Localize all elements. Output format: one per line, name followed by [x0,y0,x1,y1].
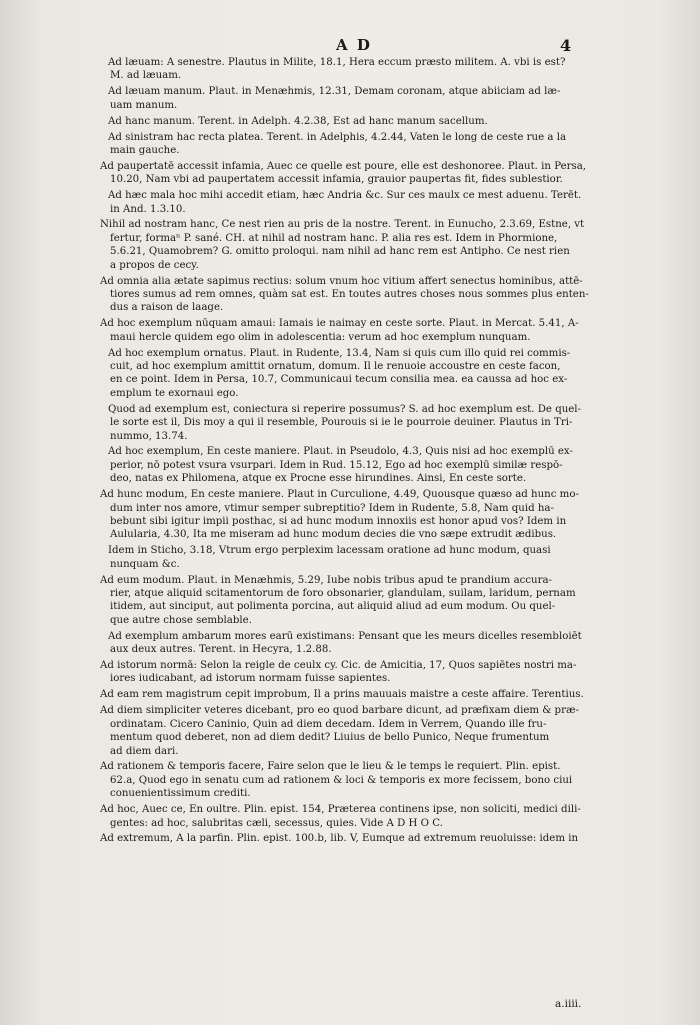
dictionary-entry [100,445,600,485]
entry-line: iores iudicabant, ad istorum normam fuisse sapientes. [110,673,391,685]
entry-line: conuenientissimum crediti. [110,788,251,800]
entry-line: ordinatam. Cicero Caninio, Quin ad diem decedam. Idem in Verrem, Quando ille fru- [110,718,547,730]
entry-line: Ad rationem & temporis facere, Faire selon que le lieu & le temps le requiert. Plin. epist. [100,761,561,773]
page-header [0,36,700,58]
dictionary-entry [100,803,600,830]
dictionary-entry [100,544,600,571]
entry-line: ad diem dari. [110,745,179,757]
entry-line: Ad læuam: A senestre. Plautus in Milite, 18.1, Hera eccum præsto militem. A. vbi is est? [108,57,566,68]
entry-line: itidem, aut sinciput, aut polimenta porcina, aut aliquid aliud ad eum modum. Ou quel- [110,601,556,613]
entry-line: Ad hoc, Auec ce, En oultre. Plin. epist. 154, Præterea continens ipse, non soliciti, medici dili- [100,804,581,816]
entry-line: Ad læuam manum. Plaut. in Menæhmis, 12.31, Demam coronam, atque abiiciam ad læ- [108,86,561,98]
entry-line: Ad paupertatē accessit infamia, Auec ce quelle est poure, elle est deshonoree. Plaut. in Persa, [100,160,587,172]
entry-line: gentes: ad hoc, salubritas cæli, secessus, quies. Vide A D H O C. [110,817,443,829]
entry-line: emplum te exornaui ego. [110,387,239,399]
entry-line: nummo, 13.74. [110,430,188,442]
entry-line: nunquam &c. [110,558,180,570]
entry-line: dus a raison de laage. [110,302,224,314]
dictionary-entry [100,704,600,758]
entry-line: Ad omnia alia ætate sapimus rectius: solum vnum hoc vitium affert senectus hominibus, attē- [100,275,583,287]
dictionary-entry [100,189,600,216]
dictionary-entry [100,160,600,187]
entry-line: le sorte est il, Dis moy a qui il resemble, Pourouis si ie le pourroie deuiner. Plautus in Tri- [110,417,573,429]
entry-line: Ad eam rem magistrum cepit improbum, Il a prins mauuais maistre a ceste affaire. Terentius. [100,689,584,701]
dictionary-text [100,56,600,848]
dictionary-entry [100,56,600,83]
dictionary-entry [100,760,600,800]
entry-line: Ad exemplum ambarum mores earū existimans: Pensant que les meurs dicelles resembloiēt [108,630,582,642]
entry-line: 62.a, Quod ego in senatu cum ad rationem & loci & temporis ex more fecissem, bono ciui [110,774,573,786]
dictionary-entry [100,218,600,272]
entry-line: Ad extremum, A la parfin. Plin. epist. 100.b, lib. V, Eumque ad extremum reuoluisse: idem in [100,833,579,845]
dictionary-entry [100,347,600,401]
dictionary-entry [100,832,600,845]
entry-line: Nihil ad nostram hanc, Ce nest rien au pris de la nostre. Terent. in Eunucho, 2.3.69, Estne, vt [100,219,585,231]
entry-line: Ad hoc exemplum nūquam amaui: Iamais ie naimay en ceste sorte. Plaut. in Mercat. 5.41, A- [100,318,579,330]
entry-line: aux deux autres. Terent. in Hecyra, 1.2.88. [110,644,332,656]
entry-line: Ad hæc mala hoc mihi accedit etiam, hæc Andria &c. Sur ces maulx ce mest aduenu. Terēt. [108,190,582,202]
dictionary-entry [100,317,600,344]
entry-line: in And. 1.3.10. [110,203,186,215]
entry-line: que autre chose semblable. [110,614,252,626]
dictionary-entry [100,275,600,315]
entry-line: uam manum. [110,99,178,111]
dictionary-entry [100,659,600,686]
dictionary-entry [100,488,600,542]
entry-line: Ad hoc exemplum ornatus. Plaut. in Rudente, 13.4, Nam si quis cum illo quid rei commis- [108,347,571,359]
dictionary-entry [100,688,600,701]
dictionary-entry [100,403,600,443]
dictionary-entry [100,131,600,158]
entry-line: a propos de cecy. [110,259,199,271]
entry-line: fertur, formaⁿ P. sané. CH. at nihil ad nostram hanc. P. alia res est. Idem in Phormione, [110,232,558,244]
entry-line: deo, natas ex Philomena, atque ex Procne esse hirundines. Ainsi, En ceste sorte. [110,473,527,485]
running-head: A D [336,36,372,54]
entry-line: Idem in Sticho, 3.18, Vtrum ergo perplexim lacessam oratione ad hunc modum, quasi [108,545,551,557]
entry-line: Ad hanc manum. Terent. in Adelph. 4.2.38, Est ad hanc manum sacellum. [108,115,488,127]
dictionary-entry [100,85,600,112]
entry-line: Ad istorum normā: Selon la reigle de ceulx cy. Cic. de Amicitia, 17, Quos sapiētes nostri ma- [100,660,577,672]
entry-line: Aulularia, 4.30, Ita me miseram ad hunc modum decies die vno sæpe extrudit ædibus. [110,529,557,541]
entry-line: 10.20, Nam vbi ad paupertatem accessit infamia, grauior paupertas fit, fides sublestior. [110,174,563,186]
page-number: 4 [560,36,572,55]
entry-line: tiores sumus ad rem omnes, quàm sat est. En toutes autres choses nous sommes plus enten- [110,289,589,300]
entry-line: bebunt sibi igitur impii posthac, si ad hunc modum innoxiis est honor apud vos? Idem in [110,516,567,527]
entry-line: Ad hoc exemplum, En ceste maniere. Plaut. in Pseudolo, 4.3, Quis nisi ad hoc exemplū ex- [108,446,573,458]
entry-line: Quod ad exemplum est, coniectura si reperire possumus? S. ad hoc exemplum est. De quel- [108,403,582,415]
entry-line: Ad eum modum. Plaut. in Menæhmis, 5.29, Iube nobis tribus apud te prandium accura- [100,574,552,586]
entry-line: rier, atque aliquid scitamentorum de foro obsonarier, glandulam, suilam, laridum, pernam [110,588,576,600]
entry-line: M. ad læuam. [110,70,182,82]
entry-line: Ad diem simpliciter veteres dicebant, pro eo quod barbare dicunt, ad præfixam diem & præ- [100,705,579,717]
entry-line: mentum quod deberet, non ad diem dedit? Liuius de bello Punico, Neque frumentum [110,732,550,744]
entry-line: maui hercle quidem ego olim in adolescentia: verum ad hoc exemplum nunquam. [110,331,531,343]
entry-line: Ad hunc modum, En ceste maniere. Plaut in Curculione, 4.49, Quousque quæso ad hunc mo- [100,489,579,501]
entry-line: Ad sinistram hac recta platea. Terent. in Adelphis, 4.2.44, Vaten le long de ceste rue a la [108,131,567,143]
dictionary-entry [100,574,600,628]
entry-line: main gauche. [110,144,180,156]
entry-line: perior, nō potest vsura vsurpari. Idem in Rud. 15.12, Ego ad hoc exemplū similæ respō- [110,459,563,471]
dictionary-entry [100,115,600,128]
dictionary-entry [100,630,600,657]
signature-mark: a.iiii. [555,998,582,1010]
entry-line: 5.6.21, Quamobrem? G. omitto proloqui. nam nihil ad hanc rem est Antipho. Ce nest rien [110,246,570,258]
entry-line: en ce point. Idem in Persa, 10.7, Communicaui tecum consilia mea. ea caussa ad hoc ex- [110,374,568,386]
entry-line: dum inter nos amore, vtimur semper subreptitio? Idem in Rudente, 5.8, Nam quid ha- [110,502,554,514]
entry-line: cuit, ad hoc exemplum amittit ornatum, domum. Il le renuoie accoustre en ceste facon, [110,361,561,373]
